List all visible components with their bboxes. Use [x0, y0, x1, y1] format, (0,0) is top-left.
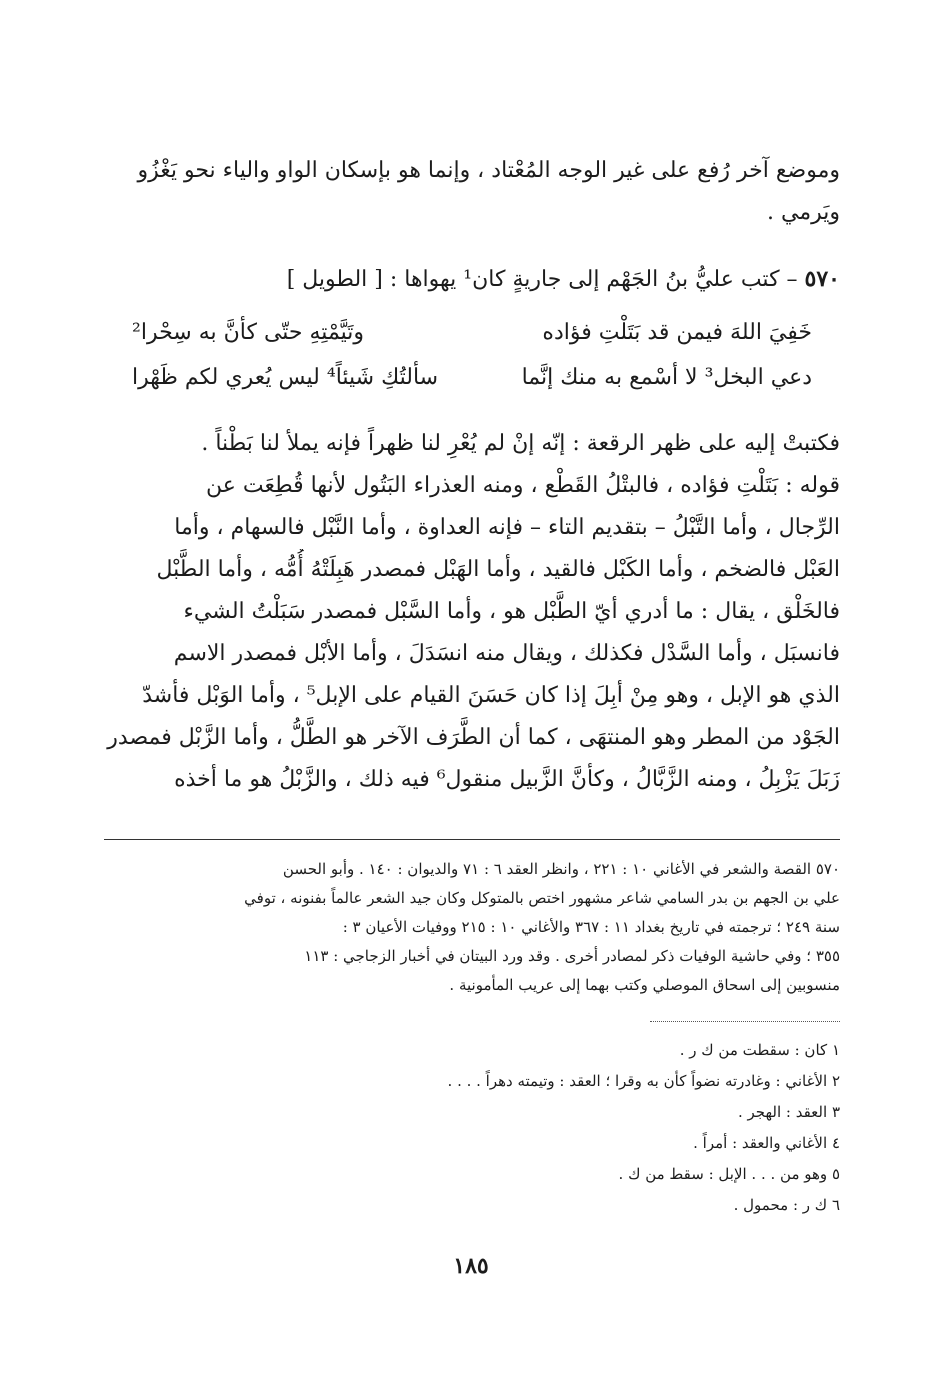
- text-line: الجَوْد من المطر وهو المنتهَى ، كما أن الطَّرَف الآخر هو الطَّلُّ ، وأما الزَّبْل فمصدر: [107, 725, 840, 750]
- note-line: علي بن الجهم بن بدر السامي شاعر مشهور اختص بالمتوكل وكان جيد الشعر عالماً بفنونه ، توفي: [244, 889, 840, 907]
- entry-heading-text: – كتب عليُّ بنُ الجَهْم إلى جاريةٍ كان¹ يهواها : [ الطويل ]: [286, 267, 798, 292]
- footnote: ١ كان : سقطت من ك ر .: [679, 1041, 840, 1059]
- footnotes-list: [104, 1035, 840, 1221]
- text-line: الذي هو الإبل ، وهو مِنْ أبِلَ إذا كان حَسَنَ القيام على الإبل⁵ ، وأما الوَبْل فأشدّ: [142, 683, 840, 708]
- text-line: وموضع آخر رُفع على غير الوجه المُعْتاد ، وإنما هو بإسكان الواو والياء نحو يَغْزُو: [137, 158, 840, 183]
- entry-heading: [104, 258, 840, 300]
- entry-number: ٥٧٠: [804, 266, 840, 292]
- text-line: الرِّجال ، وأما التَّبْلُ – بتقديم التاء – فإنه العداوة ، وأما النَّبْل فالسهام ، وأما: [174, 515, 840, 540]
- footnote: ٣ العقد : الهجر .: [737, 1103, 840, 1121]
- verse-first-hemistich: دعي البخل³ لا أسْمع به منك إنَّما: [521, 365, 812, 390]
- footnote-rule: [104, 839, 840, 840]
- page-number: ١٨٥: [453, 1253, 489, 1279]
- source-note: [104, 855, 840, 1000]
- text-line: فانسبَل ، وأما السَّدْل فكذلك ، ويقال منه انسَدَلَ ، وأما الأبْل فمصدر الاسم: [173, 641, 840, 666]
- note-line: منسوبين إلى اسحاق الموصلي وكتب بهما إلى عريب المأمونية .: [449, 976, 840, 994]
- poem-verse: [132, 358, 812, 398]
- intro-paragraph: [104, 150, 840, 234]
- text-line: زَبَلَ يَزْبِلُ ، ومنه الزَّبَّالُ ، وكأنَّ الزَّبيل منقول⁶ فيه ذلك ، والزَّبْلُ هو ما أخذه: [174, 767, 840, 792]
- note-line: سنة ٢٤٩ ؛ ترجمته في تاريخ بغداد ١١ : ٣٦٧ والأغاني ١٠ : ٢١٥ ووفيات الأعيان ٣ :: [342, 918, 840, 936]
- note-line: ٣٥٥ ؛ وفي حاشية الوفيات ذكر لمصادر أخرى . وقد ورد البيتان في أخبار الزجاجي : ١١٣: [304, 947, 840, 965]
- verse-first-hemistich: خَفِيَ اللهَ فيمن قد بَتَلْتِ فؤاده: [542, 320, 812, 345]
- footnote: ٤ الأغاني والعقد : أمراً .: [693, 1134, 840, 1152]
- text-line: فكتبتْ إليه على ظهر الرقعة : إنّه إنْ لم يُعْرِ لنا ظهراً فإنه يملأ لنا بَطْناً .: [201, 431, 840, 456]
- verse-second-hemistich: وتَيَّمْتِهِ حتّى كأنَّ به سِحْرا²: [132, 320, 365, 345]
- footnote-divider: [650, 1021, 840, 1022]
- note-line: ٥٧٠ القصة والشعر في الأغاني ١٠ : ٢٢١ ، وانظر العقد ٦ : ٧١ والديوان : ١٤٠ . وأبو الحسن: [282, 860, 840, 878]
- text-line: العَبْل فالضخم ، وأما الكَبْل فالقيد ، وأما الهَبْل فمصدر هَبِلَتْهُ أُمُّه ، وأما الطَّبْل: [156, 557, 840, 582]
- text-line: قوله : بَتَلْتِ فؤاده ، فالبتْلُ القَطْع ، ومنه العذراء البَتُول لأنها قُطِعَت عن: [206, 473, 840, 498]
- footnote: ٢ الأغاني : وغادرته نضواً كأن به وقرا ؛ العقد : وتيمته دهراً . . . .: [447, 1072, 840, 1090]
- verse-second-hemistich: سألتُكِ شَيئاً⁴ ليس يُعري لكم ظَهْرا: [132, 365, 439, 390]
- body-paragraph: [104, 423, 840, 801]
- poem-verse: [132, 313, 812, 353]
- text-line: فالخَلْق ، يقال : ما أدري أيّ الطَّبْل هو ، وأما السَّبْل فمصدر سَبَلْتُ الشيء: [183, 599, 840, 624]
- footnote: ٥ وهو من . . . الإبل : سقط من ك .: [618, 1165, 840, 1183]
- footnote: ٦ ك ر : محمول .: [733, 1196, 840, 1214]
- text-line: ويَرمي .: [767, 200, 840, 225]
